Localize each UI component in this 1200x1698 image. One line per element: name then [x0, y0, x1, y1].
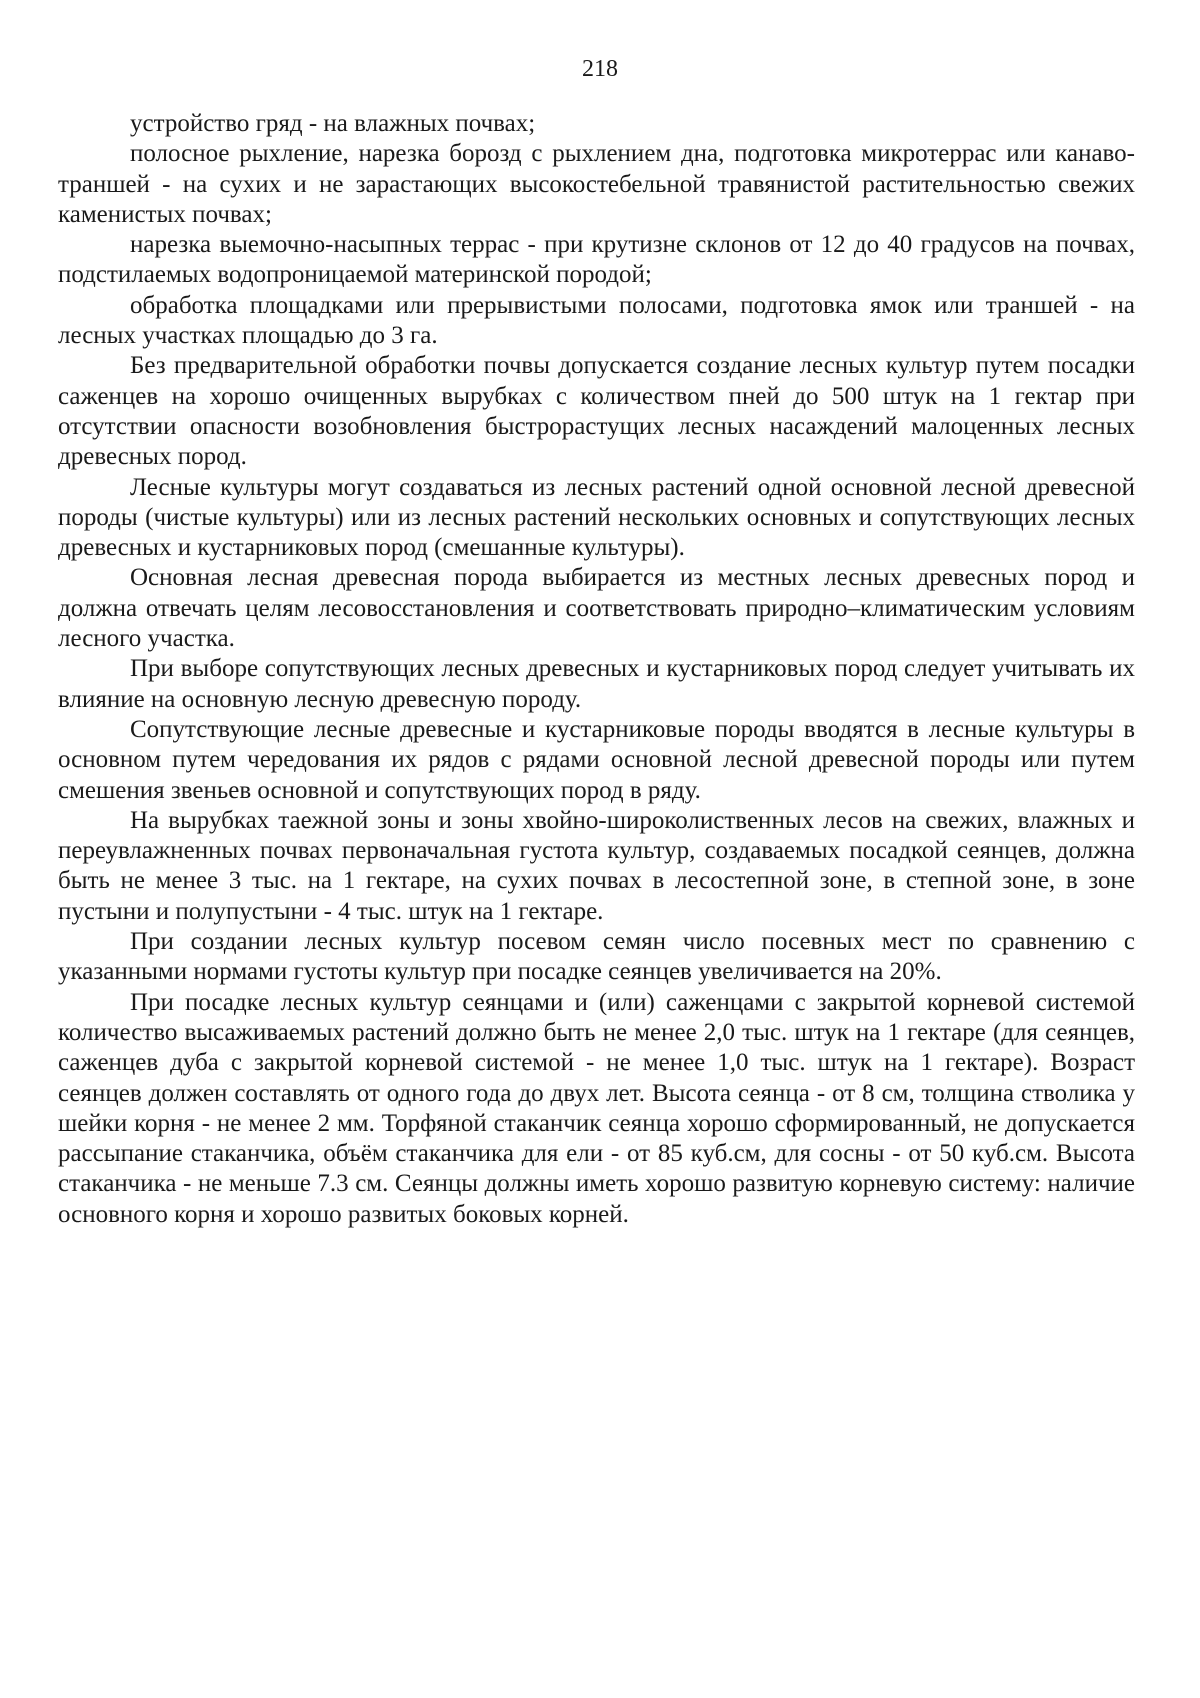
paragraph: На вырубках таежной зоны и зоны хвойно-широколиственных лесов на свежих, влажных и переувлажненных почвах первоначальная густота культур, создаваемых посадкой сеянцев, должна быть не менее 3 тыс. на 1 гектаре, на сухих почвах в лесостепной зоне, в степной зоне, в зоне пустыни и полупустыни - 4 тыс. штук на 1 гектаре. [58, 806, 1135, 925]
body-text [58, 109, 1135, 1230]
paragraph: устройство гряд - на влажных почвах; [130, 110, 536, 137]
paragraph: Основная лесная древесная порода выбирается из местных лесных древесных пород и должна отвечать целям лесовосстановления и соответствовать природно–климатическим условиям лесного участка. [58, 564, 1135, 653]
paragraph: нарезка выемочно-насыпных террас - при крутизне склонов от 12 до 40 градусов на почвах, подстилаемых водопроницаемой материнской породой; [58, 231, 1135, 289]
paragraph: Без предварительной обработки почвы допускается создание лесных культур путем посадки саженцев на хорошо очищенных вырубках с количеством пней до 500 штук на 1 гектар при отсутствии опасности возобновления быстрорастущих лесных насаждений малоценных лесных древесных пород. [58, 352, 1135, 471]
paragraph: При посадке лесных культур сеянцами и (или) саженцами с закрытой корневой системой количество высаживаемых растений должно быть не менее 2,0 тыс. штук на 1 гектаре (для сеянцев, саженцев дуба с закрытой корневой системой - не менее 1,0 тыс. штук на 1 гектаре). Возраст сеянцев должен составлять от одного года до двух лет. Высота сеянца - от 8 см, толщина стволика у шейки корня - не менее 2 мм. Торфяной стаканчик сеянца хорошо сформированный, не допускается рассыпание стаканчика, объём стаканчика для ели - от 85 куб.см, для сосны - от 50 куб.см. Высота стаканчика - не меньше 7.3 см. Сеянцы должны иметь хорошо развитую корневую систему: наличие основного корня и хорошо развитых боковых корней. [58, 988, 1135, 1228]
paragraph: Лесные культуры могут создаваться из лесных растений одной основной лесной древесной породы (чистые культуры) или из лесных растений нескольких основных и сопутствующих лесных древесных и кустарниковых пород (смешанные культуры). [58, 473, 1135, 562]
paragraph: При выборе сопутствующих лесных древесных и кустарниковых пород следует учитывать их влияние на основную лесную древесную породу. [58, 655, 1135, 713]
paragraph: полосное рыхление, нарезка борозд с рыхлением дна, подготовка микротеррас или канаво-траншей - на сухих и не зарастающих высокостебельной травянистой растительностью свежих каменистых почвах; [58, 140, 1135, 228]
paragraph: Сопутствующие лесные древесные и кустарниковые породы вводятся в лесные культуры в основном путем чередования их рядов с рядами основной лесной древесной породы или путем смешения звеньев основной и сопутствующих пород в ряду. [58, 715, 1135, 804]
paragraph: обработка площадками или прерывистыми полосами, подготовка ямок или траншей - на лесных участках площадью до 3 га. [58, 291, 1135, 350]
paragraph: При создании лесных культур посевом семян число посевных мест по сравнению с указанными нормами густоты культур при посадке сеянцев увеличивается на 20%. [58, 928, 1135, 986]
page-number: 218 [582, 56, 618, 82]
